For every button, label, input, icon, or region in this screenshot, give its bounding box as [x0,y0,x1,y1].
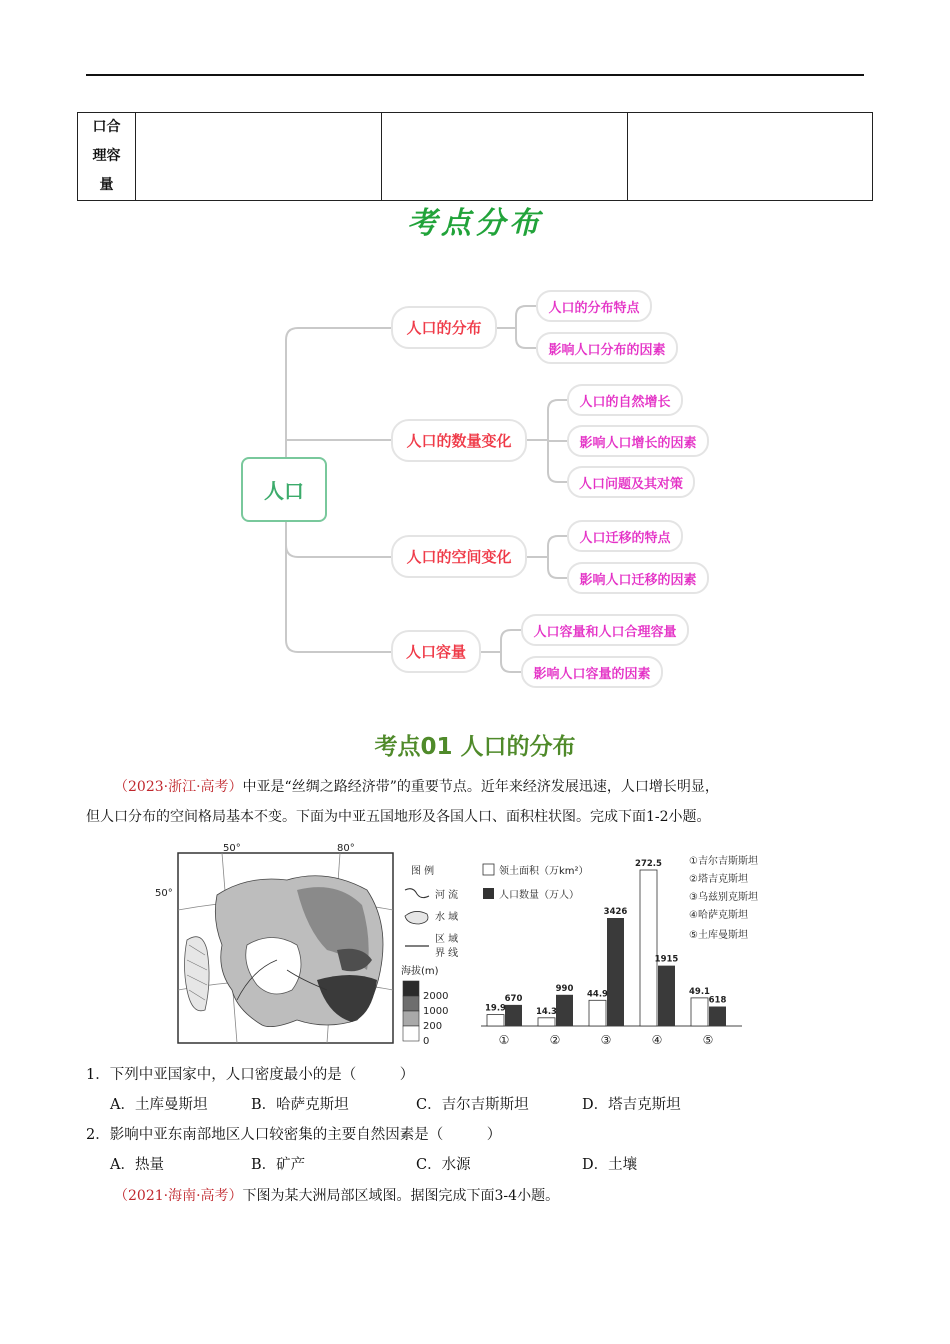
area-value-label: 272.5 [635,859,662,869]
q2-option-b[interactable]: B．矿产 [251,1157,306,1173]
country-key: ①吉尔吉斯斯坦 [689,856,758,867]
legend-swatch-area [483,864,494,875]
intro-text-1: 中亚是“丝绸之路经济带”的重要节点。近年来经济发展迅速，人口增长明显， [242,779,719,795]
legend-boundary: 区 域 [435,934,459,945]
legend-pop-label: 人口数量（万人） [499,890,579,901]
country-key: ④哈萨克斯坦 [689,910,748,921]
question-intro-2 [86,1181,866,1211]
category-label: ③ [600,1033,612,1047]
bar-population [556,995,573,1026]
legend-area-label: 领土面积（万km²） [499,866,589,877]
pop-value-label: 3426 [603,907,628,917]
mindmap-leaf: 人口的分布特点 [536,290,652,322]
country-key: ②塔吉克斯坦 [689,874,748,885]
elev-label: 1000 [423,1006,449,1017]
mindmap-leaf: 人口的自然增长 [567,384,683,416]
elev-label: 200 [423,1021,443,1032]
legend-boundary: 界 线 [435,948,459,959]
q1-option-a[interactable]: A．土库曼斯坦 [110,1097,208,1113]
elev-swatch [403,1026,419,1041]
category-label: ④ [651,1033,663,1047]
area-value-label: 19.9 [485,1003,506,1014]
legend-water: 水 域 [435,912,459,923]
mindmap-leaf: 人口迁移的特点 [567,520,683,552]
question-1 [86,1060,866,1120]
elev-swatch [403,981,419,996]
section-heading: 考点01 人口的分布 [374,734,576,760]
area-value-label: 14.3 [536,1006,557,1017]
mindmap-branch: 人口的数量变化 [391,419,527,462]
label-line-1: 口合 [92,119,121,135]
bar-population [658,966,675,1026]
mindmap-leaf: 影响人口迁移的因素 [567,562,709,594]
legend-title: 图 例 [411,866,435,877]
q1-option-b[interactable]: B．哈萨克斯坦 [251,1097,349,1113]
pop-value-label: 990 [555,983,574,994]
mindmap-leaf: 影响人口容量的因素 [521,656,663,688]
mindmap-root: 人口 [241,457,327,522]
legend-swatch-pop [483,888,494,899]
category-label: ⑤ [702,1033,714,1047]
legend-river: 河 流 [435,890,459,901]
bar-population [505,1005,522,1026]
question-intro [86,772,866,832]
central-asia-figure [155,843,777,1052]
elev-swatch [403,1011,419,1026]
pop-value-label: 670 [504,993,523,1004]
pop-value-label: 1915 [654,954,679,965]
question-1-stem: 1．下列中亚国家中，人口密度最小的是（ ） [86,1067,415,1083]
source-tag: （2023·浙江·高考） [114,779,243,795]
lon-label: 80° [337,843,355,854]
source-tag: （2021·海南·高考） [114,1188,243,1204]
bar-chart [481,859,742,1047]
question-2-stem: 2．影响中亚东南部地区人口较密集的主要自然因素是（ ） [86,1127,502,1143]
q2-option-d[interactable]: D．土壤 [582,1157,638,1173]
mindmap-leaf: 人口问题及其对策 [567,466,695,498]
elevation-title: 海拔(m) [401,966,439,977]
bar-population [709,1007,726,1026]
bar-area [538,1018,555,1026]
question-2 [86,1120,866,1180]
elev-swatch [403,996,419,1011]
country-key: ⑤土库曼斯坦 [689,930,748,941]
bar-population [607,918,624,1026]
bar-area [487,1015,504,1026]
mindmap-leaf: 影响人口分布的因素 [536,332,678,364]
bar-area [640,870,657,1026]
section-title: 考点分布 [407,206,543,241]
q2-option-a[interactable]: A．热量 [110,1157,164,1173]
label-line-2: 理容 [92,148,121,164]
category-label: ② [549,1033,561,1047]
river-icon [405,889,429,898]
bar-area [691,998,708,1026]
q1-option-d[interactable]: D．塔吉克斯坦 [582,1097,681,1113]
lat-label: 50° [155,888,173,899]
mindmap-leaf: 人口容量和人口合理容量 [521,614,689,646]
area-value-label: 44.9 [587,989,608,1000]
country-key: ③乌兹别克斯坦 [689,892,758,903]
category-label: ① [498,1033,510,1047]
mindmap-branch: 人口的分布 [391,306,497,349]
bar-area [589,1000,606,1026]
mindmap-branch: 人口的空间变化 [391,535,527,578]
intro-text: 下图为某大洲局部区域图。据图完成下面3-4小题。 [242,1188,560,1204]
elev-label: 2000 [423,991,449,1002]
label-line-3: 量 [99,177,114,193]
q2-option-c[interactable]: C．水源 [416,1157,471,1173]
area-value-label: 49.1 [689,986,710,997]
mindmap-branch: 人口容量 [391,630,481,673]
q1-option-c[interactable]: C．吉尔吉斯斯坦 [416,1097,529,1113]
elev-label: 0 [423,1036,430,1047]
mindmap-leaf: 影响人口增长的因素 [567,425,709,457]
lon-label: 50° [223,843,241,854]
intro-text-2: 但人口分布的空间格局基本不变。下面为中亚五国地形及各国人口、面积柱状图。完成下面1-2小题。 [86,809,711,825]
water-icon [405,911,428,924]
pop-value-label: 618 [708,995,727,1006]
